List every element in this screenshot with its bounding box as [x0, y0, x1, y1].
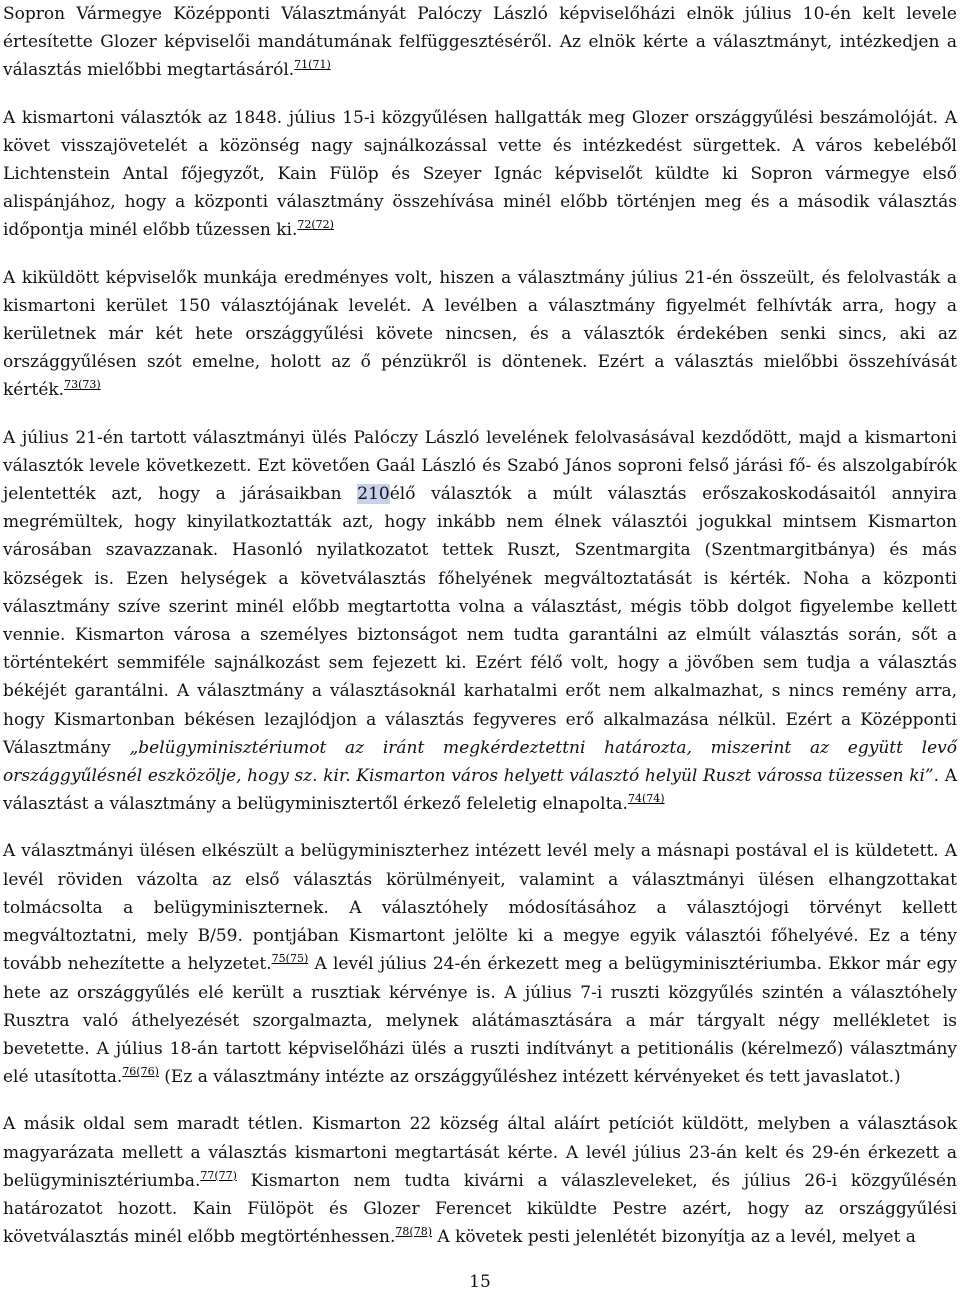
paragraph-1 [3, 0, 957, 85]
paragraph-4-text-b: élő választók a múlt választás erőszakoskodásaitól annyira megrémültek, hogy kinyilatkoztatták azt, hogy inkább nem élnek választói jogukkal mintsem Kismarton városában szavazzanak. Hasonló nyilatkozatot tettek Ruszt, Szentmargita (Szentmargitbánya) és más községek is. Ezen helységek a követválasztás főhelyének megváltoztatását is kérték. Noha a központi választmány szíve szerint minél előbb megtartotta volna a választást, mégis több dolgot figyelembe kellett vennie. Kismarton városa a személyes biztonságot nem tudta garantálni az elmúlt választás során, sőt a történtekért semmiféle sajnálkozást sem fejezett ki. Ezért félő volt, hogy a jövőben sem tudja a választás békéjét garantálni. A választmány a választásoknál karhatalmi erőt nem alkalmazhat, s nincs remény arra, hogy Kismartonban békésen lezajlódjon a választás fegyveres erő alkalmazása nélkül. Ezért a Középponti Választmány [3, 484, 957, 758]
paragraph-2-text: A kismartoni választók az 1848. július 15-i közgyűlésen hallgatták meg Glozer országgyűlési beszámolóját. A követ visszajövetelét a közönség nagy sajnálkozással vette és intézkedést sürgettek. A város kebeléből Lichtenstein Antal főjegyzőt, Kain Fülöp és Szeyer Ignác képviselőt küldte ki Sopron vármegye első alispánjához, hogy a központi választmány összehívása minél előbb történjen meg és a második választás időpontja minél előbb tűzessen ki. [3, 107, 957, 241]
highlighted-number: 210 [357, 484, 390, 505]
paragraph-5-text-a: A választmányi ülésen elkészült a belügyminiszterhez intézett levél mely a másnapi postával el is küldetett. A levél röviden vázolta az első választás körülményeit, valamint a választmányi ülésen elhangzottakat tolmácsolta a belügyminiszternek. A választóhely módosításához a választójogi törvényt kellett megváltoztatni, mely B/59. pontjában Kismartont jelölte ki a megye egyik választói főhelyévé. Ez a tény tovább nehezítette a helyzetet. [3, 841, 957, 975]
footnote-link-74[interactable]: 74(74) [627, 792, 665, 806]
footnote-link-75[interactable]: 75(75) [271, 952, 309, 966]
paragraph-6 [3, 1110, 957, 1251]
page-number: 15 [469, 1272, 491, 1292]
italic-quote: „belügyminisztériumot az iránt megkérdeztettni határozta, miszerint az együtt levő országgyűlésnél eszközölje, hogy sz. kir. Kismarton város helyett választó helyül Ruszt várossa tüzessen ki” [3, 737, 957, 787]
paragraph-1-text: Sopron Vármegye Középponti Választmányát Palóczy László képviselőházi elnök július 10-én kelt levele értesítette Glozer képviselői mandátumának felfüggesztéséről. Az elnök kérte a választmányt, intézkedjen a választás mielőbbi megtartásáról. [3, 4, 957, 81]
footnote-link-73[interactable]: 73(73) [64, 378, 101, 392]
paragraph-5-text-c: (Ez a választmány intézte az országgyűléshez intézett kérvényeket és tett javaslatot.) [158, 1067, 901, 1088]
footnote-link-71[interactable]: 71(71) [294, 58, 331, 72]
paragraph-6-text-a: A másik oldal sem maradt tétlen. Kismarton 22 község által aláírt petíciót küldött, melyben a választások magyarázata mellett a választás kismartoni megtartását kérte. A levél július 23-án kelt és 29-én érkezett a belügyminisztériumba. [3, 1114, 957, 1191]
footnote-link-77[interactable]: 77(77) [200, 1168, 237, 1182]
paragraph-4 [3, 424, 957, 819]
footnote-link-72[interactable]: 72(72) [297, 218, 334, 232]
paragraph-6-text-b: Kismarton nem tudta kivárni a válaszleveleket, és július 26-i közgyűlésén határozatot hozott. Kain Fülöpöt és Glozer Ferencet kiküldte Pestre azért, hogy az országgyűlési követválasztás minél előbb megtörténhessen. [3, 1170, 957, 1248]
paragraph-4-text-c: . A választást a választmány a belügyminisztertől érkező feleletig elnapolta. [3, 766, 957, 815]
paragraph-3-text: A kiküldött képviselők munkája eredményes volt, hiszen a választmány július 21-én összeült, és felolvasták a kismartoni kerület 150 választójának levelét. A levélben a választmány figyelmét felhívták arra, hogy a kerületnek már két hete országgyűlési követe nincsen, és a választók érdekében senki sincs, aki az országgyűlésen szót emelne, holott az ő pénzükről is döntenek. Ezért a választás mielőbbi összehívását kérték. [3, 267, 957, 401]
footnote-link-76[interactable]: 76(76) [122, 1065, 159, 1079]
paragraph-2 [3, 104, 957, 245]
paragraph-3 [3, 264, 957, 405]
paragraph-6-text-c: A követek pesti jelenlétét bizonyítja az a levél, melyet a [431, 1227, 916, 1248]
document-page [3, 0, 957, 1270]
footnote-link-78[interactable]: 78(78) [395, 1225, 432, 1239]
paragraph-5-text-b: A levél július 24-én érkezett meg a belügyminisztériumba. Ekkor már egy hete az országgyűlés elé került a rusztiak kérvénye is. A július 7-i ruszti közgyűlés szintén a választóhely Rusztra való áthelyezését szorgalmazta, melynek alátámasztására a már tárgyalt négy mellékletet is bevetette. A július 18-án tartott képviselőházi ülés a ruszti indítványt a petitionális (kérelmező) választmány elé utasította. [3, 954, 958, 1088]
paragraph-4-text-a: A július 21-én tartott választmányi ülés Palóczy László levelének felolvasásával kezdődött, majd a kismartoni választók levele következett. Ezt követően Gaál László és Szabó János soproni felső járási fő- és alszolgabírók jelentették azt, hogy a járásaikban [3, 427, 957, 505]
paragraph-5 [3, 837, 957, 1091]
